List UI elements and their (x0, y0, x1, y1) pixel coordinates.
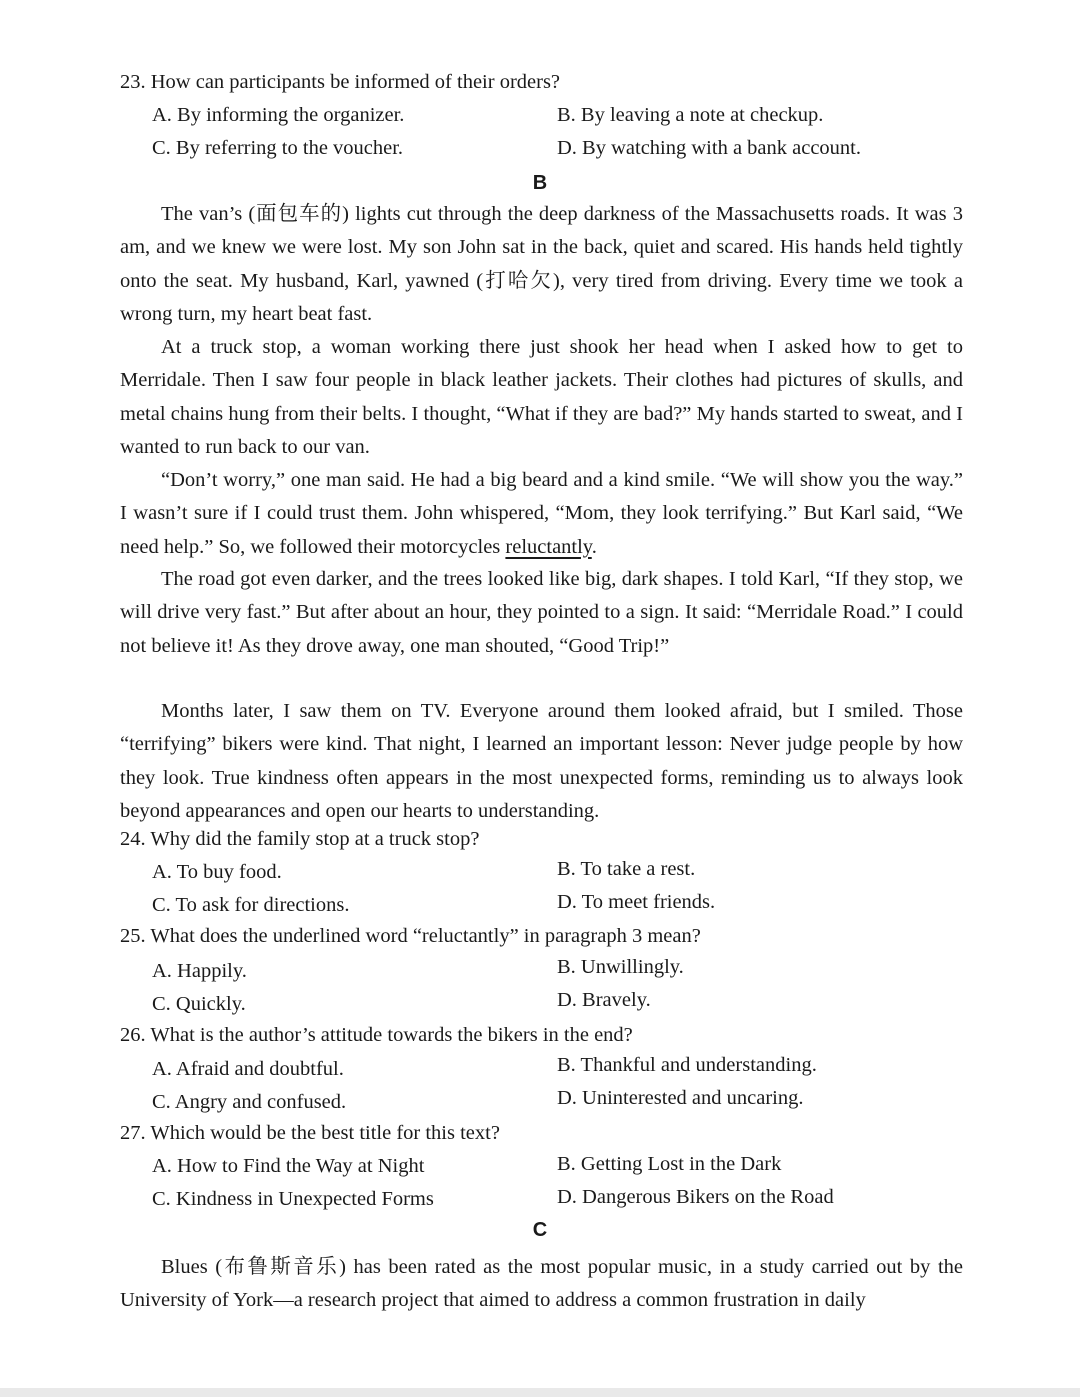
question-23-option-c: C. By referring to the voucher. (152, 137, 404, 159)
section-c-paragraph-1: Blues (布鲁斯音乐) has been rated as the most popular music, in a study carried out by the University of York—a research project that aimed to address a common frustration in daily (120, 1256, 963, 1312)
question-26-option-d: D. Uninterested and uncaring. (557, 1087, 804, 1109)
section-b-paragraph-4: The road got even darker, and the trees looked like big, dark shapes. I told Karl, “If they stop, we will drive very fast.” But after about an hour, they pointed to a sign. It said: “Merridale Road.” I could not believe it! As they drove away, one man shouted, “Good Trip!” (120, 568, 963, 657)
section-b-paragraph-1: The van’s (面包车的) lights cut through the deep darkness of the Massachusetts roads. It was 3 am, and we knew we were lost. My son John sat in the back, quiet and scared. His hands held tightly onto the seat. My husband, Karl, yawned (打哈欠), very tired from driving. Every time we took a wrong turn, my heart beat fast. (120, 203, 963, 325)
section-b-paragraph-3 (120, 464, 963, 564)
question-23-option-a: A. By informing the organizer. (152, 104, 405, 126)
question-25-stem: 25. What does the underlined word “reluctantly” in paragraph 3 mean? (120, 925, 701, 947)
section-b-paragraph-5: Months later, I saw them on TV. Everyone around them looked afraid, but I smiled. Those “terrifying” bikers were kind. That night, I learned an important lesson: Never judge people by how they look. True kindness often appears in the most unexpected forms, reminding us to always look beyond appearances and open our hearts to understanding. (120, 700, 963, 822)
question-27-option-c: C. Kindness in Unexpected Forms (152, 1188, 434, 1210)
question-25-option-c: C. Quickly. (152, 993, 246, 1015)
question-24-option-c: C. To ask for directions. (152, 894, 350, 916)
section-c-heading: C (532, 1219, 548, 1241)
question-26-option-a: A. Afraid and doubtful. (152, 1058, 344, 1080)
question-24-option-a: A. To buy food. (152, 861, 282, 883)
question-25-option-a: A. Happily. (152, 960, 247, 982)
paragraph-3-end: . (591, 535, 597, 558)
section-b-heading: B (532, 172, 548, 194)
question-27-option-b: B. Getting Lost in the Dark (557, 1153, 782, 1175)
question-23-option-d: D. By watching with a bank account. (557, 137, 862, 159)
question-24-option-d: D. To meet friends. (557, 891, 716, 913)
question-26-option-c: C. Angry and confused. (152, 1091, 347, 1113)
question-26-stem: 26. What is the author’s attitude towards the bikers in the end? (120, 1024, 633, 1046)
paragraph-3-text: “Don’t worry,” one man said. He had a big beard and a kind smile. “We will show you the way.” I wasn’t sure if I could trust them. John whispered, “Mom, they look terrifying.” But Karl said, “We need help.” So, we followed their motorcycles (120, 469, 963, 558)
question-23-stem: 23. How can participants be informed of their orders? (120, 71, 561, 93)
question-27-option-a: A. How to Find the Way at Night (152, 1155, 425, 1177)
question-25-option-d: D. Bravely. (557, 989, 651, 1011)
question-25-option-b: B. Unwillingly. (557, 956, 684, 978)
question-24-stem: 24. Why did the family stop at a truck stop? (120, 828, 480, 850)
question-26-option-b: B. Thankful and understanding. (557, 1054, 817, 1076)
question-23-option-b: B. By leaving a note at checkup. (557, 104, 824, 126)
section-b-paragraph-2: At a truck stop, a woman working there just shook her head when I asked how to get to Merridale. Then I saw four people in black leather jackets. Their clothes had pictures of skulls, and metal chains hung from their belts. I thought, “What if they are bad?” My hands started to sweat, and I wanted to run back to our van. (120, 336, 963, 458)
question-27-stem: 27. Which would be the best title for this text? (120, 1122, 500, 1144)
question-24-option-b: B. To take a rest. (557, 858, 696, 880)
scan-bottom-edge (0, 1388, 1080, 1397)
question-27-option-d: D. Dangerous Bikers on the Road (557, 1186, 834, 1208)
underlined-word-reluctantly: reluctantly (505, 535, 592, 558)
